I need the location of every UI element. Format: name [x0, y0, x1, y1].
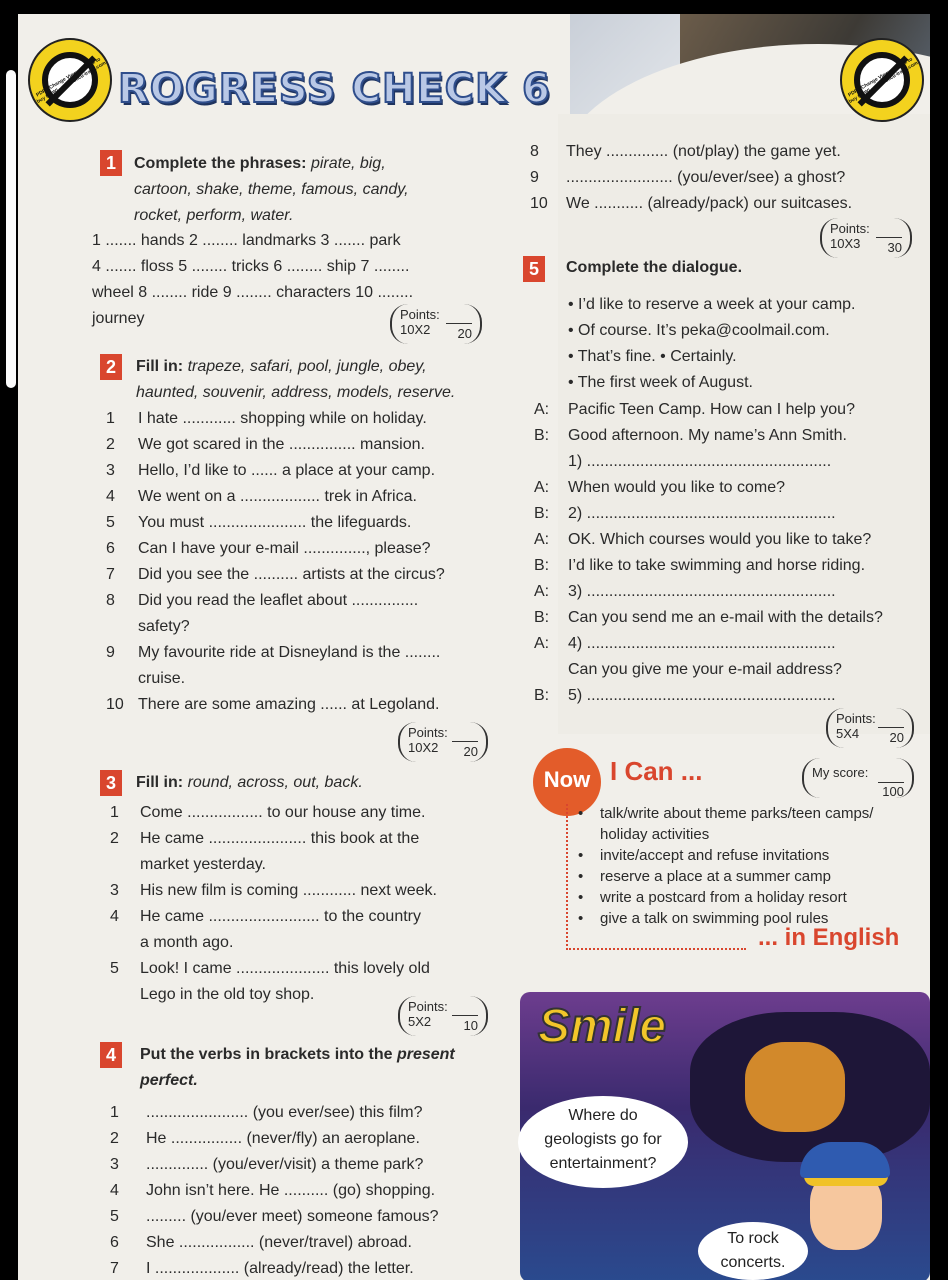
exercise-2-item-number: 7: [106, 566, 115, 583]
boy-cap: [800, 1142, 890, 1178]
dialogue-line: [534, 478, 785, 498]
exercise-4-item-text: We ........... (already/pack) our suitcases.: [566, 195, 853, 212]
exercise-3-item-number: 5: [110, 960, 119, 977]
dialogue-line: [534, 556, 865, 576]
exercise-2-item-text: There are some amazing ...... at Legoland.: [138, 696, 440, 713]
exercise-2-item-number: 4: [106, 488, 115, 505]
question-line-2: geologists go for: [544, 1131, 662, 1148]
exercise-1-row-1: 1 ....... hands 2 ........ landmarks 3 ....... park: [92, 232, 401, 249]
answer-line-2: concerts.: [720, 1254, 786, 1271]
exercise-3-item: [110, 985, 314, 1005]
dialogue-line: [534, 582, 836, 602]
exercise-3-item-number: 2: [110, 830, 119, 847]
dialogue-speaker: B:: [534, 505, 550, 522]
dialogue-text: 1) .......................................................: [568, 453, 832, 470]
exercise-3-item-number: 4: [110, 908, 119, 925]
exercise-4-item-text: She ................. (never/travel) abroad.: [146, 1234, 412, 1251]
dialogue-line: [534, 608, 883, 628]
i-can-item-text: holiday activities: [600, 826, 710, 843]
exercise-1-words-2: cartoon, shake, theme, famous, candy,: [134, 181, 409, 198]
i-can-item-text: reserve a place at a summer camp: [600, 868, 831, 885]
exercise-1-row-4: journey: [92, 310, 145, 327]
question-bubble: [518, 1096, 688, 1188]
exercise-2-item-text: We went on a .................. trek in Africa.: [138, 488, 417, 505]
exercise-2-item-text: cruise.: [138, 670, 186, 687]
i-can-item: [578, 867, 831, 887]
exercise-2-item: [106, 591, 418, 611]
answer-line-1: To rock: [727, 1230, 779, 1247]
dialogue-speaker: B:: [534, 609, 550, 626]
dialogue-line: [534, 686, 836, 706]
exercise-3-item: [110, 933, 233, 953]
dialogue-text: 5) ........................................................: [568, 687, 836, 704]
i-can-heading: I Can ...: [610, 756, 703, 786]
dialogue-text: OK. Which courses would you like to take?: [568, 531, 872, 548]
i-can-item: [578, 825, 709, 845]
dialogue-text: 3) ........................................................: [568, 583, 836, 600]
exercise-4-item-number: 9: [530, 169, 539, 186]
exercise-4-item-number: 4: [110, 1182, 119, 1199]
dialogue-speaker: B:: [534, 687, 550, 704]
question-line-3: entertainment?: [549, 1155, 657, 1172]
dialogue-speaker: B:: [534, 427, 550, 444]
exercise-4-item-number: 6: [110, 1234, 119, 1251]
exercise-3-item-text: His new film is coming ............ next week.: [140, 882, 437, 899]
exercise-3-item: [110, 881, 437, 901]
badge-text: PDF-XChange Viewer · Click to buy NOW! · www.docu-track.com: [35, 56, 108, 105]
exercise-3-item: [110, 907, 421, 927]
bullet-icon: •: [578, 847, 584, 864]
pdf-xchange-badge-icon-right[interactable]: [840, 38, 924, 122]
exercise-2-item-number: 1: [106, 410, 115, 427]
dialogue-line: [534, 660, 842, 680]
exercise-5-points: Points: 5X4 20: [826, 708, 914, 748]
exercise-3-item-text: Lego in the old toy shop.: [140, 986, 315, 1003]
exercise-3-item: [110, 959, 430, 979]
dialogue-text: Pacific Teen Camp. How can I help you?: [568, 401, 855, 418]
exercise-4-item-text: ....................... (you ever/see) this film?: [146, 1104, 423, 1121]
exercise-2-item-text: You must ...................... the lifeguards.: [138, 514, 412, 531]
exercise-2-item: [106, 461, 435, 481]
exercise-3-item-text: a month ago.: [140, 934, 234, 951]
in-english-label: ... in English: [758, 924, 900, 951]
exercise-4-item: [110, 1233, 412, 1253]
pdf-xchange-badge-icon[interactable]: [28, 38, 112, 122]
textbook-page: [18, 14, 930, 1280]
exercise-4-item-number: 8: [530, 143, 539, 160]
exercise-3-item-text: He came ...................... this book at the: [140, 830, 420, 847]
exercise-3-item-text: He came ......................... to the country: [140, 908, 421, 925]
i-can-item: [578, 888, 847, 908]
exercise-4-item: [110, 1207, 439, 1227]
dialogue-text: Can you send me an e-mail with the details?: [568, 609, 883, 626]
exercise-2-item-text: safety?: [138, 618, 190, 635]
exercise-2-item-number: 8: [106, 592, 115, 609]
exercise-4-item-text: .............. (you/ever/visit) a theme park?: [146, 1156, 424, 1173]
exercise-3-number: 3: [100, 770, 122, 796]
dialogue-text: 4) ........................................................: [568, 635, 836, 652]
i-can-item-text: give a talk on swimming pool rules: [600, 910, 829, 927]
exercise-2-item-text: Did you read the leaflet about ...............: [138, 592, 419, 609]
dialogue-line: [534, 504, 836, 524]
dialogue-text: Can you give me your e-mail address?: [568, 661, 842, 678]
geologist-illustration: [745, 1042, 845, 1132]
scrollbar[interactable]: [6, 70, 16, 388]
exercise-4-item-text: They .............. (not/play) the game yet.: [566, 143, 841, 160]
exercise-1-row-2: 4 ....... floss 5 ........ tricks 6 ........ ship 7 ........: [92, 258, 410, 275]
exercise-2-number: 2: [100, 354, 122, 380]
i-can-item-text: talk/write about theme parks/teen camps/: [600, 805, 874, 822]
dialogue-speaker: A:: [534, 635, 550, 652]
exercise-4-item: [110, 1129, 420, 1149]
exercise-2-item: [106, 643, 440, 663]
exercise-4-item: [530, 194, 852, 214]
i-can-item: [578, 846, 829, 866]
bullet-icon: •: [578, 889, 584, 906]
exercise-4-instruction-2: perfect.: [140, 1072, 198, 1089]
my-score: My score: 100: [802, 758, 914, 798]
exercise-4-item-text: I ................... (already/read) the letter.: [146, 1260, 414, 1277]
dotted-border-horizontal: [566, 948, 746, 950]
exercise-2-item-text: Can I have your e-mail .............., please?: [138, 540, 431, 557]
exercise-3-points: Points: 5X2 10: [398, 996, 488, 1036]
dialogue-line: [534, 426, 847, 446]
dialogue-speaker: A:: [534, 401, 550, 418]
exercise-2-item-number: 6: [106, 540, 115, 557]
bullet-icon: •: [578, 910, 584, 927]
dialogue-speaker: A:: [534, 583, 550, 600]
dialogue-option: • That’s fine. • Certainly.: [568, 348, 737, 365]
question-line-1: Where do: [568, 1107, 638, 1124]
exercise-2-item: [106, 435, 425, 455]
exercise-2-item: [106, 617, 190, 637]
exercise-3-item-number: 3: [110, 882, 119, 899]
exercise-5-number: 5: [523, 256, 545, 282]
exercise-1-instruction: Complete the phrases: pirate, big,: [134, 155, 386, 172]
dotted-border-vertical: [566, 804, 568, 950]
exercise-4-item-text: ......... (you/ever meet) someone famous?: [146, 1208, 439, 1225]
exercise-4-item-number: 7: [110, 1260, 119, 1277]
exercise-4-item: [530, 142, 841, 162]
exercise-2-item-number: 2: [106, 436, 115, 453]
exercise-4-instruction: Put the verbs in brackets into the present: [140, 1046, 455, 1063]
dialogue-line: [534, 400, 855, 420]
exercise-4-item-number: 10: [530, 195, 548, 212]
dialogue-option: • I’d like to reserve a week at your camp.: [568, 296, 856, 313]
exercise-1-number: 1: [100, 150, 122, 176]
dialogue-option: • Of course. It’s peka@coolmail.com.: [568, 322, 830, 339]
dialogue-text: I’d like to take swimming and horse riding.: [568, 557, 866, 574]
i-can-item-text: invite/accept and refuse invitations: [600, 847, 830, 864]
dialogue-line: [534, 452, 831, 472]
answer-bubble: [698, 1222, 808, 1280]
exercise-4-item: [530, 168, 845, 188]
exercise-3-item-text: market yesterday.: [140, 856, 266, 873]
exercise-4-item: [110, 1155, 423, 1175]
exercise-2-item-text: We got scared in the ............... mansion.: [138, 436, 425, 453]
i-can-item-text: write a postcard from a holiday resort: [600, 889, 847, 906]
exercise-2-item-text: My favourite ride at Disneyland is the ........: [138, 644, 441, 661]
exercise-4-item-number: 1: [110, 1104, 119, 1121]
exercise-1-words-3: rocket, perform, water.: [134, 207, 294, 224]
smile-logo: Smile: [538, 1000, 667, 1053]
exercise-4-item-text: He ................ (never/fly) an aeroplane.: [146, 1130, 420, 1147]
dialogue-speaker: A:: [534, 479, 550, 496]
exercise-3-item: [110, 855, 266, 875]
exercise-3-item-text: Come ................. to our house any time.: [140, 804, 426, 821]
exercise-2-item: [106, 409, 427, 429]
exercise-2-item-text: Did you see the .......... artists at the circus?: [138, 566, 445, 583]
dialogue-text: When would you like to come?: [568, 479, 785, 496]
exercise-2-instruction: Fill in: trapeze, safari, pool, jungle, obey,: [136, 358, 427, 375]
exercise-4-item: [110, 1103, 423, 1123]
dialogue-speaker: A:: [534, 531, 550, 548]
badge-text: PDF-XChange Viewer · Click to buy NOW! · www.docu-track.com: [847, 56, 920, 105]
dialogue-text: Good afternoon. My name’s Ann Smith.: [568, 427, 847, 444]
exercise-5-title: Complete the dialogue.: [566, 259, 743, 276]
exercise-3-item-text: Look! I came ..................... this lovely old: [140, 960, 430, 977]
exercise-2-item: [106, 539, 431, 559]
exercise-3-item: [110, 803, 425, 823]
dialogue-text: 2) ........................................................: [568, 505, 836, 522]
exercise-3-instruction: Fill in: round, across, out, back.: [136, 774, 363, 791]
exercise-2-item: [106, 487, 417, 507]
exercise-4-points: Points: 10X3 30: [820, 218, 912, 258]
exercise-2-item: [106, 513, 411, 533]
exercise-1-points: Points: 10X2 20: [390, 304, 482, 344]
dialogue-line: [534, 530, 871, 550]
exercise-2-item: [106, 669, 185, 689]
exercise-2-item-text: I hate ............ shopping while on holiday.: [138, 410, 427, 427]
exercise-2-item-text: Hello, I’d like to ...... a place at your camp.: [138, 462, 436, 479]
dialogue-option: • The first week of August.: [568, 374, 753, 391]
dialogue-speaker: B:: [534, 557, 550, 574]
bullet-icon: •: [578, 805, 584, 822]
exercise-2-item: [106, 695, 440, 715]
exercise-4-item: [110, 1259, 414, 1279]
now-badge: Now: [533, 748, 601, 816]
exercise-2-item-number: 9: [106, 644, 115, 661]
exercise-4-number: 4: [100, 1042, 122, 1068]
bullet-icon: •: [578, 868, 584, 885]
exercise-2-item-number: 3: [106, 462, 115, 479]
exercise-2-words-2: haunted, souvenir, address, models, reserve.: [136, 384, 456, 401]
dialogue-line: [534, 634, 836, 654]
exercise-4-item-number: 3: [110, 1156, 119, 1173]
exercise-2-points: Points: 10X2 20: [398, 722, 488, 762]
exercise-4-item-text: John isn’t here. He .......... (go) shopping.: [146, 1182, 436, 1199]
exercise-4-item-number: 2: [110, 1130, 119, 1147]
exercise-4-item-text: ........................ (you/ever/see) a ghost?: [566, 169, 846, 186]
exercise-4-item: [110, 1181, 435, 1201]
exercise-3-item: [110, 829, 419, 849]
i-can-item: [578, 804, 873, 824]
exercise-2-item-number: 5: [106, 514, 115, 531]
exercise-2-item: [106, 565, 445, 585]
exercise-1-row-3: wheel 8 ........ ride 9 ........ characters 10 ........: [92, 284, 414, 301]
exercise-3-item-number: 1: [110, 804, 119, 821]
exercise-4-item-number: 5: [110, 1208, 119, 1225]
exercise-2-item-number: 10: [106, 696, 124, 713]
page-title: ROGRESS CHECK 6: [118, 66, 551, 112]
